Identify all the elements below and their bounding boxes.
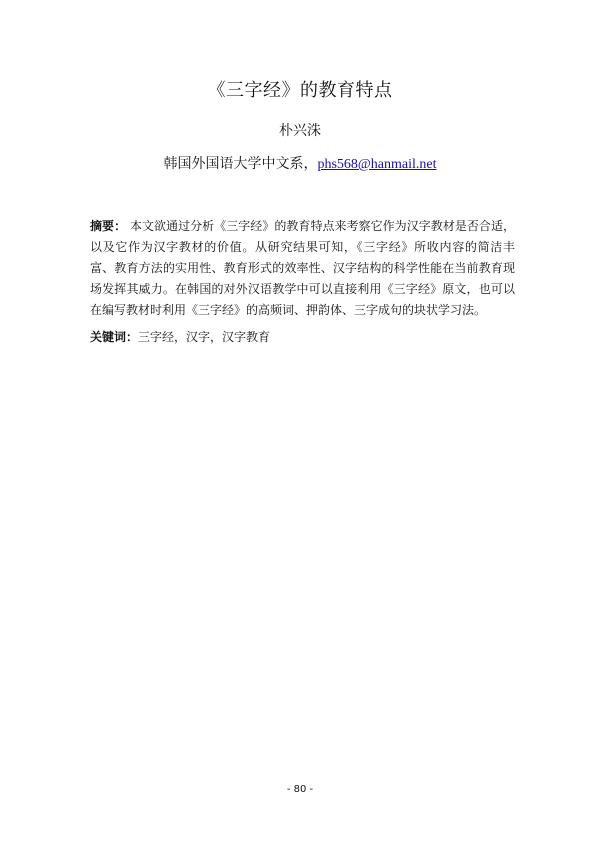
abstract-label: 摘要： bbox=[90, 219, 127, 233]
abstract bbox=[90, 216, 515, 321]
author-name: 朴兴洙 bbox=[279, 123, 321, 139]
keywords-text: 三字经，汉字，汉字教育 bbox=[138, 330, 271, 344]
email-link[interactable]: phs568@hanmail.net bbox=[317, 157, 437, 172]
affiliation-text: 韩国外国语大学中文系， bbox=[163, 156, 318, 172]
abstract-text: 本文欲通过分析《三字经》的教育特点来考察它作为汉字教材是否合适，以及它作为汉字教材的价值。从研究结果可知，《三字经》所收内容的简洁丰富、教育方法的实用性、教育形式的效率性、汉字结构的科学性能在当前教育现场发挥其威力。在韩国的对外汉语教学中可以直接利用《三字经》原文，也可以在编写教材时利用《三字经》的高频词、押韵体、三字成句的块状学习法。 bbox=[90, 219, 515, 317]
author-affiliation bbox=[0, 153, 600, 173]
keywords bbox=[90, 327, 515, 348]
paper-title: 《三字经》的教育特点 bbox=[207, 80, 393, 101]
page-number: - 80 - bbox=[286, 784, 314, 795]
keywords-label: 关键词： bbox=[90, 330, 139, 344]
